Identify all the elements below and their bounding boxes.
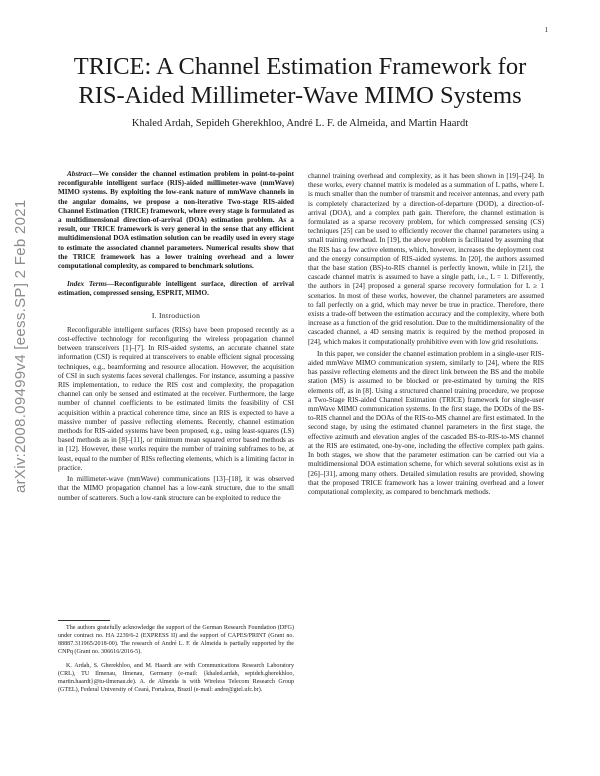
abstract-lead: Abstract [67, 170, 92, 178]
footnote-divider [58, 620, 110, 621]
paper-title [58, 52, 542, 110]
footnote-affiliations: K. Ardah, S. Gherekhloo, and M. Haardt are with Communications Research Laboratory (CRL), TU Ilmenau, Ilmenau, Germany (e-mail: {khaled.ardah, sepideh.gherekhloo, martin.haardt}@tu-ilmenau.de). A. de Almeida is with Wireless Telecom Research Group (GTEL), Federal University of Ceará, Fortaleza, Brazil (e-mail: andre@gtel.ufc.br). [58, 663, 294, 693]
footnote-acknowledgement: The authors gratefully acknowledge the support of the German Research Foundation (DFG) under contract no. HA 2239/6-2 (EXPRESS II) and the support of CAPES/PRINT (Grant no. 88887.311965/2018-00). The research of André L. F. de Almeida is partially supported by the CNPq (Grant no. 306616/2016-5). [58, 625, 294, 655]
left-column [58, 170, 294, 503]
intro-paragraph: Reconfigurable intelligent surfaces (RISs) have been proposed recently as a cost-effective technology for reconfiguring the wireless propagation channel between transceivers [1]–[7]. In RIS-aided systems, an accurate channel state information (CSI) is required at transceivers to enable efficient signal processing techniques, e.g., beamforming and resource allocation. However, the acquisition of CSI in such systems faces several challenges. For instance, assuming a passive RIS implementation, to reduce the RIS cost and complexity, the propagation channel can only be sensed and estimated at the receiver. Furthermore, the large number of channel coefficients to be estimated limits the feasibility of CSI acquisition within a practical coherence time, since an RIS is expected to have a massive number of passive reflecting elements. Recently, channel estimation methods for RIS-aided systems have been proposed, e.g., using least-squares (LS) based methods as in [8]–[11], or minimum mean squared error based methods as in [12]. However, these works require the number of training subframes to be, at least, equal to the number of RISs reflecting elements, which is a limiting factor in practice. [58, 325, 294, 472]
section-heading-introduction: I. Introduction [151, 310, 201, 320]
title-line-2: RIS-Aided Millimeter-Wave MIMO Systems [78, 82, 522, 109]
index-terms [58, 280, 294, 298]
right-column [308, 172, 544, 497]
page-number: 1 [544, 26, 548, 34]
abstract [58, 170, 294, 271]
index-terms-lead: Index Terms [67, 280, 107, 289]
index-terms-text: —Reconfigurable intelligent surface, direction of arrival estimation, compressed sensing, ESPRIT, MIMO. [58, 280, 295, 298]
body-paragraph: channel training overhead and complexity, as it has been shown in [19]–[24]. In these works, every channel matrix is modeled as a summation of L paths, where L is much smaller than the number of transmit and receiver antennas, and every path is completely characterized by a direction-of-departure (DOD), a direction-of-arrival (DOA), and a complex path gain. Therefore, the channel estimation is formulated as a sparse recovery problem, for which compressed sensing (CS) techniques [25] can be used to efficiently recover the channel parameters using a small training overhead. In [19], the above problem is facilitated by assuming that the RIS has a few active elements, which, however, increases the deployment cost and the energy consumption of RIS-aided systems. In [20], the authors assumed that the base station (BS)-to-RIS channel is perfectly known, while in [21], the cascade channel matrix is assumed to have a single path, i.e., L = 1. Differently, the authors in [24] proposed a general sparse recovery formulation for L ≥ 1 scenarios. In most of these works, however, the channel parameters are assumed to fall perfectly on a grid, which may never be true in practice. Therefore, there exists a trade-off between the estimation accuracy and the complexity, where both increase as a function of the grid resolution. Due to the multidimensionality of the cascaded channel, a 4D sensing matrix is required by the method proposed in [24], which makes it computationally prohibitive even with low grid resolutions. [308, 172, 544, 346]
author-list: Khaled Ardah, Sepideh Gherekhloo, André L. F. de Almeida, and Martin Haardt [131, 118, 469, 129]
body-paragraph: In this paper, we consider the channel estimation problem in a single-user RIS-aided mmWave MIMO communication system, similarly to [24], where the RIS has passive reflecting elements and the direct link between the BS and the mobile station (MS) is assumed to be blocked or pre-estimated by turning the RIS elements off, as in [8]. Using a structured channel training procedure, we propose a Two-Stage RIS-aided Channel Estimation (TRICE) framework for single-user mmWave MIMO communication systems. In the first stage, the DODs of the BS-to-RIS channel and the DOAs of the RIS-to-MS channel are first estimated. In the second stage, by using the estimated channel parameters in the first stage, the effective azimuth and elevation angles of the cascaded BS-to-RIS-to-MS channel at the RIS are estimated, one-by-one, including the effective complex path gains. In both stages, we show that the parameter estimation can be carried out via a multidimensional DOA estimation scheme, for which several solutions exist as in [26]–[31], among many others. Detailed simulation results are provided, showing that the proposed TRICE framework has a lower training overhead and a lower computational complexity, as compared to benchmark methods. [308, 349, 544, 496]
title-line-1: TRICE: A Channel Estimation Framework for [73, 53, 527, 80]
abstract-text: —We consider the channel estimation problem in point-to-point reconfigurable intelligent surface (RIS)-aided millimeter-wave (mmWave) MIMO systems. By exploiting the low-rank nature of mmWave channels in the angular domains, we propose a non-iterative Two-stage RIS-aided Channel Estimation (TRICE) framework, where every stage is formulated as a multidimensional direction-of-arrival (DOA) estimation problem. As a result, our TRICE framework is very general in the sense that any efficient multidimensional DOA estimation solution can be readily used in every stage to estimate the associated channel parameters. Numerical results show that the TRICE framework has a lower training overhead and a lower computational complexity, as compared to benchmark solutions. [58, 170, 294, 271]
arxiv-identifier-stamp[interactable]: arXiv:2008.09499v4 [eess.SP] 2 Feb 2021 [12, 199, 29, 493]
footnotes [58, 620, 294, 700]
intro-paragraph: In millimeter-wave (mmWave) communications [13]–[18], it was observed that the MIMO propagation channel has a low-rank structure, due to the small number of scatterers. Such a low-rank structure can be exploited to reduce the [58, 475, 294, 502]
